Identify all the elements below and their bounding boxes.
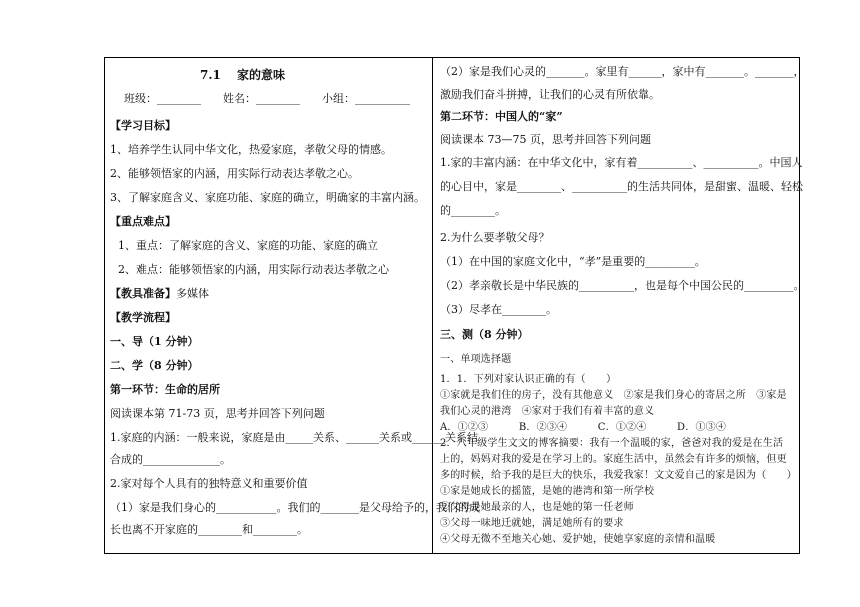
mc-question-2-line-2: 上的，妈妈对我的爱是在学习上的。家庭生活中，虽然会有许多的烦恼，但更	[440, 454, 787, 465]
culture-q1-line-1: 1.家的丰富内涵：在中华文化中，家有着__________、__________。中国人	[440, 156, 803, 169]
question-1-line-1: 1.家庭的内涵：一般来说，家庭是由_____关系、______关系或______关系结	[110, 431, 478, 444]
culture-q2-item-1: （1）在中国的家庭文化中，“孝”是重要的_________。	[440, 255, 706, 268]
goal-2: 2、能够领悟家的内涵，用实际行动表达孝敬之心。	[110, 167, 359, 180]
step-2-heading: 二、学（8 分钟）	[110, 359, 199, 372]
key-point-1: 1、重点：了解家庭的含义、家庭的功能、家庭的确立	[118, 239, 378, 252]
question-1-line-2: 合成的______________。	[110, 453, 231, 466]
reading-1: 阅读课本第 71-73 页，思考并回答下列问题	[110, 407, 325, 420]
culture-q2: 2.为什么要孝敬父母？	[440, 231, 550, 244]
tools-line	[110, 287, 209, 301]
mc-question-1-options: A．①②③ B．②③④ C．①②④ D．①③④	[440, 422, 727, 433]
mc-question-1: 1．1．下列对家认识正确的有（ ）	[440, 374, 617, 385]
question-2b-line-1: （2）家是我们心灵的_______。家里有______，家中有_______。_______，	[440, 65, 805, 78]
culture-q1-line-2: 的心目中，家是________、__________的生活共同体，是甜蜜、温暖、轻松	[440, 180, 803, 193]
mc-question-1-statements-1: ①家就是我们住的房子，没有其他意义 ②家是我们身心的寄居之所 ③家是	[440, 390, 787, 401]
tools-heading: 【教具准备】	[110, 287, 176, 300]
question-2a-line-1: （1）家是我们身心的___________。我们的_______是父母给予的，我们的成	[110, 501, 480, 514]
column-divider	[432, 57, 433, 554]
mc-question-2-option-2: ②父母是她最亲的人，也是她的第一任老师	[440, 502, 634, 513]
culture-q2-item-3: （3）尽孝在________。	[440, 303, 557, 316]
goal-1: 1、培养学生认同中华文化，热爱家庭，孝敬父母的情感。	[110, 143, 392, 156]
mc-question-2-option-4: ④父母无微不至地关心她、爱护她，使她享家庭的亲情和温暖	[440, 534, 716, 545]
goals-heading: 【学习目标】	[110, 119, 176, 132]
mc-question-2-option-1: ①家是她成长的摇篮，是她的港湾和第一所学校	[440, 486, 655, 497]
mc-question-2-option-3: ③父母一味地迁就她，满足她所有的要求	[440, 518, 624, 529]
link-2-heading: 第二环节：中国人的“家”	[440, 110, 563, 123]
culture-q1-line-3: 的________。	[440, 204, 506, 217]
key-point-2: 2、难点：能够领悟家的内涵，用实际行动表达孝敬之心	[118, 263, 389, 276]
goal-3: 3、了解家庭含义、家庭功能、家庭的确立，明确家的丰富内涵。	[110, 191, 425, 204]
link-1-heading: 第一环节：生命的居所	[110, 383, 220, 396]
mc-question-2-line-1: 2．八年级学生文文的博客摘要：我有一个温暖的家，爸爸对我的爱是在生活	[440, 438, 784, 449]
question-2: 2.家对每个人具有的独特意义和重要价值	[110, 477, 308, 490]
step-3-heading: 三、测（8 分钟）	[440, 328, 529, 341]
mc-question-2-line-3: 多的时候，给予我的是巨大的快乐，我爱我家！文文爱自己的家是因为（ ）	[440, 470, 797, 481]
step-1-heading: 一、导（1 分钟）	[110, 335, 199, 348]
mc-question-1-statements-2: 我们心灵的港湾 ④家对于我们有着丰富的意义	[440, 406, 655, 417]
question-2a-line-2: 长也离不开家庭的________和________。	[110, 523, 308, 536]
tools-text: 多媒体	[176, 287, 209, 300]
culture-q2-item-2: （2）孝亲敬长是中华民族的__________，也是每个中国公民的_________。	[440, 279, 805, 292]
student-info-line: 班级：________ 姓名：________ 小组：__________	[124, 92, 410, 105]
key-points-heading: 【重点难点】	[110, 215, 176, 228]
reading-2: 阅读课本 73—75 页，思考并回答下列问题	[440, 133, 651, 146]
multiple-choice-heading: 一、单项选择题	[440, 354, 512, 365]
question-2b-line-2: 激励我们奋斗拼搏，让我们的心灵有所依靠。	[440, 88, 660, 101]
flow-heading: 【教学流程】	[110, 311, 176, 324]
doc-title: 7.1 家的意味	[200, 68, 286, 82]
